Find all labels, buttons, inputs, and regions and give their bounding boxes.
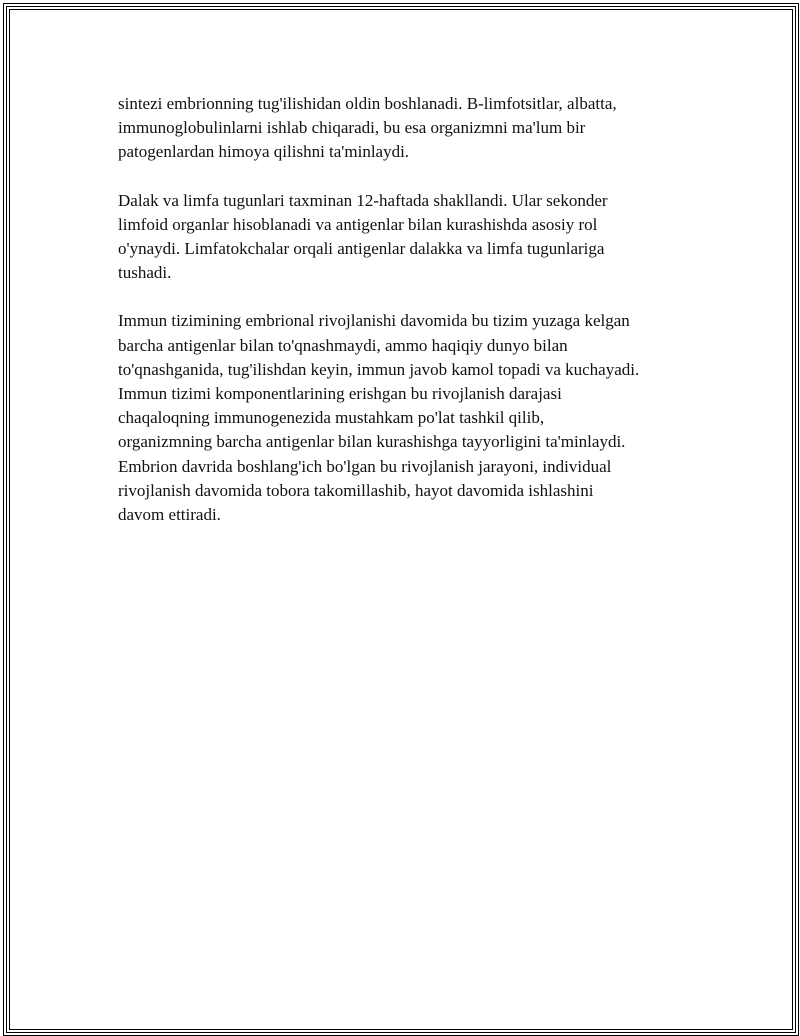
document-body	[118, 92, 698, 551]
paragraph-3: Immun tizimining embrional rivojlanishi davomida bu tizim yuzaga kelgan barcha antigenlar bilan to'qnashmaydi, ammo haqiqiy dunyo bilan to'qnashganida, tug'ilishdan keyin, immun javob kamol topadi va kuchayadi. Immun tizimi komponentlarining erishgan bu rivojlanish darajasi chaqaloqning immunogenezida mustahkam po'lat tashkil qilib, organizmning barcha antigenlar bilan kurashishga tayyorligini ta'minlaydi. Embrion davrida boshlang'ich bo'lgan bu rivojlanish jarayoni, individual rivojlanish davomida tobora takomillashib, hayot davomida ishlashini davom ettiradi.	[118, 311, 640, 525]
paragraph-2: Dalak va limfa tugunlari taxminan 12-haftada shakllandi. Ular sekonder limfoid organlar hisoblanadi va antigenlar bilan kurashishda asosiy rol o'ynaydi. Limfatokchalar orqali antigenlar dalakka va limfa tugunlariga tushadi.	[118, 190, 608, 283]
paragraph-1: sintezi embrionning tug'ilishidan oldin boshlanadi. B-limfotsitlar, albatta, immunoglobulinlarni ishlab chiqaradi, bu esa organizmni ma'lum bir patogenlardan himoya qilishni ta'minlaydi.	[118, 94, 617, 162]
